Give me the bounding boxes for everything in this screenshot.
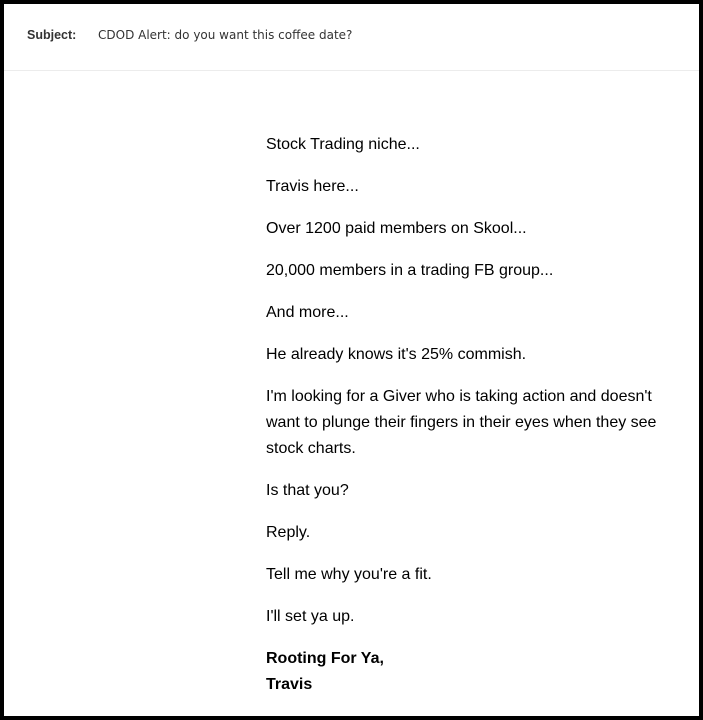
body-paragraph: Over 1200 paid members on Skool... bbox=[266, 220, 527, 237]
body-paragraph: I'll set ya up. bbox=[266, 608, 355, 625]
subject-text: CDOD Alert: do you want this coffee date? bbox=[98, 28, 353, 42]
subject-label: Subject: bbox=[27, 28, 77, 42]
signature-name: Travis bbox=[266, 676, 313, 693]
body-paragraph: I'm looking for a Giver who is taking action and doesn't want to plunge their fingers in their eyes when they see stock charts. bbox=[266, 388, 657, 457]
email-header bbox=[4, 4, 699, 71]
body-paragraph: Travis here... bbox=[266, 178, 359, 195]
body-paragraph: Stock Trading niche... bbox=[266, 136, 420, 153]
body-paragraph: He already knows it's 25% commish. bbox=[266, 346, 527, 363]
body-paragraph: Tell me why you're a fit. bbox=[266, 566, 432, 583]
signature bbox=[266, 646, 666, 698]
body-paragraph: 20,000 members in a trading FB group... bbox=[266, 262, 554, 279]
body-paragraph: Is that you? bbox=[266, 482, 349, 499]
body-paragraph: And more... bbox=[266, 304, 349, 321]
email-body bbox=[266, 132, 666, 698]
signoff-line: Rooting For Ya, bbox=[266, 650, 384, 667]
body-paragraph: Reply. bbox=[266, 524, 311, 541]
